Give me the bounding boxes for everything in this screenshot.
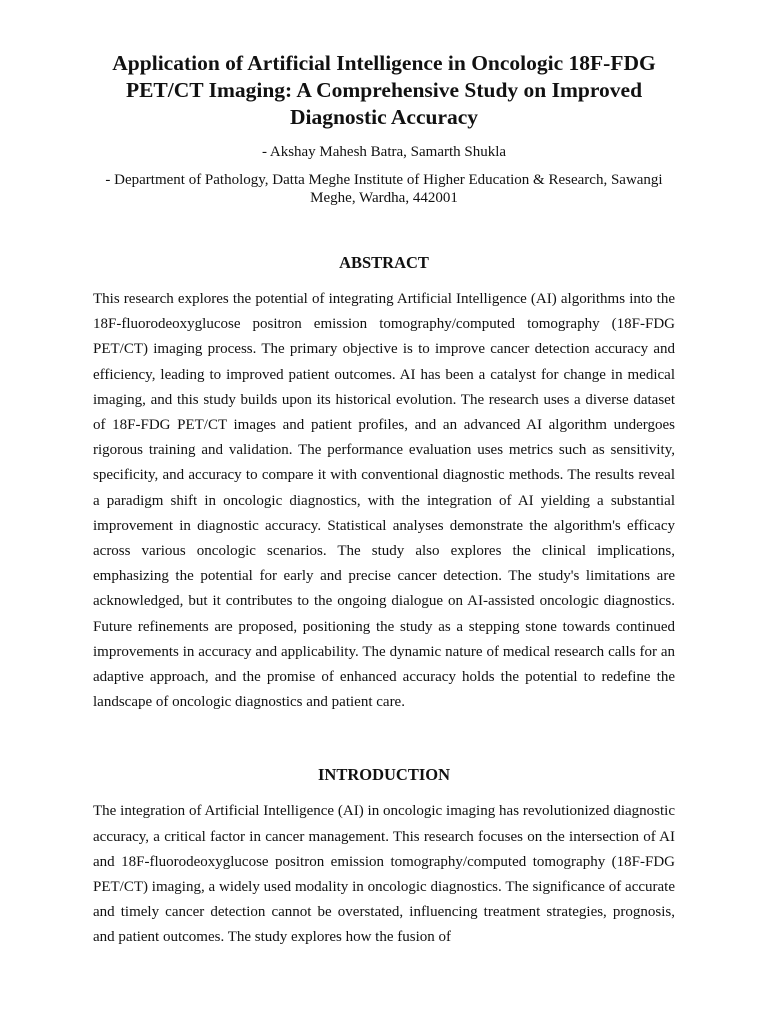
abstract-text: This research explores the potential of integrating Artificial Intelligence (AI) algorithms into the 18F-fluorodeoxyglucose positron emission tomography/computed tomography (18F-FDG PET/CT) imaging process. The primary objective is to improve cancer detection accuracy and efficiency, leading to improved patient outcomes. AI has been a catalyst for change in medical imaging, and this study builds upon its historical evolution. The research uses a diverse dataset of 18F-FDG PET/CT images and patient profiles, and an advanced AI algorithm undergoes rigorous training and validation. The performance evaluation uses metrics such as sensitivity, specificity, and accuracy to compare it with conventional diagnostic methods. The results reveal a paradigm shift in oncologic diagnostics, with the integration of AI yielding a substantial improvement in diagnostic accuracy. Statistical analyses demonstrate the algorithm's efficacy across various oncologic scenarios. The study also explores the clinical implications, emphasizing the potential for early and precise cancer detection. The study's limitations are acknowledged, but it contributes to the ongoing dialogue on AI-assisted oncologic diagnostics. Future refinements are proposed, positioning the study as a stepping stone towards continued improvements in accuracy and applicability. The dynamic nature of medical research calls for an adaptive approach, and the promise of enhanced accuracy holds the potential to redefine the landscape of oncologic diagnostics and patient care. [93, 291, 675, 711]
introduction-heading: INTRODUCTION [317, 765, 451, 785]
introduction-text: The integration of Artificial Intelligence (AI) in oncologic imaging has revolutionized diagnostic accuracy, a critical factor in cancer management. This research focuses on the intersection of AI and 18F-fluorodeoxyglucose positron emission tomography/computed tomography (18F-FDG PET/CT) imaging, a widely used modality in oncologic diagnostics. The significance of accurate and timely cancer detection cannot be overstated, influencing treatment strategies, prognosis, and patient outcomes. The study explores how the fusion of [93, 803, 675, 946]
paper-title: Application of Artificial Intelligence in Oncologic 18F-FDG PET/CT Imaging: A Comprehensive Study on Improved Diagnostic Accuracy [112, 51, 656, 129]
paper-affiliation: - Department of Pathology, Datta Meghe Institute of Higher Education & Research, Sawangi Meghe, Wardha, 442001 [105, 172, 663, 206]
paper-authors: - Akshay Mahesh Batra, Samarth Shukla [261, 144, 507, 160]
abstract-heading: ABSTRACT [339, 253, 429, 272]
